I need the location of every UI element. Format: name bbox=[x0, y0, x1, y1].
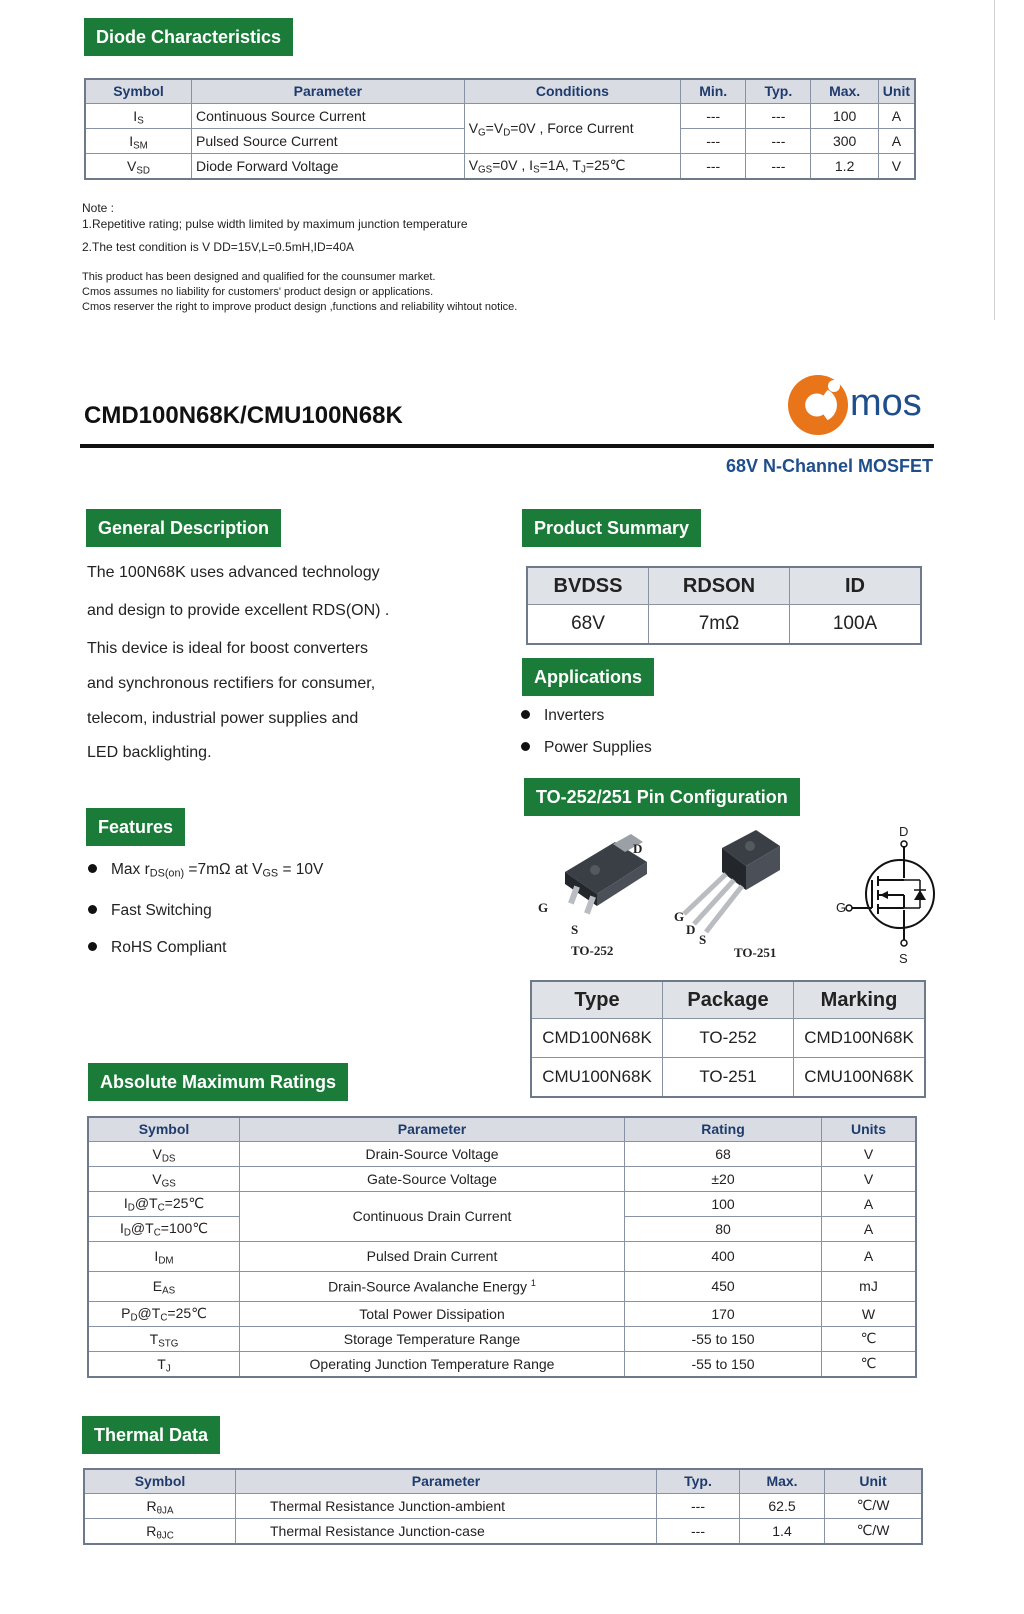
col-symbol: Symbol bbox=[85, 79, 192, 103]
mosfet-pin-d: D bbox=[899, 824, 909, 839]
feature-rdson: Max $r_{DS(on)} =7m\Omega$ at $V_{GS} = 10V$ bbox=[88, 861, 323, 879]
typ-cell: --- bbox=[746, 103, 811, 128]
mosfet-pin-g: G bbox=[836, 900, 847, 915]
rating-cell: 400 bbox=[625, 1241, 822, 1271]
to251-pin-g: G bbox=[674, 909, 685, 924]
symbol-cell: $T_{STG}$ bbox=[88, 1326, 240, 1351]
bvdss-value: 68V bbox=[527, 605, 649, 645]
table-row bbox=[88, 1241, 916, 1271]
unit-cell: V bbox=[822, 1166, 917, 1191]
col-min: Min. bbox=[681, 79, 746, 103]
col-package: Package bbox=[663, 981, 794, 1019]
parameter-cell: Thermal Resistance Junction-case bbox=[236, 1518, 657, 1544]
to252-pin-s: S bbox=[571, 922, 579, 937]
feature-fast-switching: Fast Switching bbox=[88, 902, 212, 920]
features-header: Features bbox=[86, 808, 185, 846]
description-line-3: This device is ideal for boost converters bbox=[87, 640, 369, 657]
typ-cell: --- bbox=[746, 128, 811, 153]
col-rdson: RDSON bbox=[649, 567, 790, 605]
col-type: Type bbox=[531, 981, 663, 1019]
cmos-logo-icon bbox=[786, 372, 856, 438]
rating-cell: 80 bbox=[625, 1216, 822, 1241]
unit-cell: A bbox=[822, 1241, 917, 1271]
unit-cell: A bbox=[822, 1216, 917, 1241]
table-row bbox=[85, 153, 915, 179]
to251-label: TO-251 bbox=[734, 945, 777, 960]
cmos-logo bbox=[786, 372, 936, 438]
symbol-cell: $I_D@T_C=25℃$ bbox=[88, 1191, 240, 1216]
rating-cell: 68 bbox=[625, 1141, 822, 1166]
table-row bbox=[88, 1301, 916, 1326]
package-cell: TO-251 bbox=[663, 1058, 794, 1098]
table-row bbox=[88, 1351, 916, 1377]
unit-cell: ℃ bbox=[822, 1351, 917, 1377]
bullet-icon bbox=[88, 942, 97, 951]
id-value: 100A bbox=[790, 605, 922, 645]
table-row bbox=[531, 1019, 925, 1058]
description-line-6: LED backlighting. bbox=[87, 744, 212, 761]
table-row bbox=[85, 103, 915, 128]
type-cell: CMU100N68K bbox=[531, 1058, 663, 1098]
to252-pin-g: G bbox=[538, 900, 549, 915]
diode-characteristics-header: Diode Characteristics bbox=[84, 18, 293, 56]
bullet-icon bbox=[88, 905, 97, 914]
symbol-cell: $V_{GS}$ bbox=[88, 1166, 240, 1191]
col-parameter: Parameter bbox=[240, 1117, 625, 1141]
min-cell: --- bbox=[681, 153, 746, 179]
part-number-title: CMD100N68K/CMU100N68K bbox=[84, 402, 403, 429]
table-row bbox=[88, 1191, 916, 1216]
table-row bbox=[531, 1058, 925, 1098]
symbol-cell: $E_{AS}$ bbox=[88, 1271, 240, 1301]
mosfet-symbol-icon bbox=[830, 822, 940, 967]
thermal-data-table bbox=[83, 1468, 923, 1545]
unit-cell: A bbox=[878, 128, 915, 153]
unit-cell: W bbox=[822, 1301, 917, 1326]
to252-pin-d: D bbox=[633, 841, 643, 856]
symbol-cell: $R_{\theta JA}$ bbox=[84, 1493, 236, 1518]
disclaimer-3: Cmos reserver the right to improve product design ,functions and reliability wihtout notice. bbox=[82, 301, 518, 313]
feature-rohs: RoHS Compliant bbox=[88, 939, 226, 957]
parameter-cell: Drain-Source Voltage bbox=[240, 1141, 625, 1166]
col-max: Max. bbox=[740, 1469, 825, 1493]
parameter-cell: Pulsed Source Current bbox=[192, 128, 465, 153]
col-parameter: Parameter bbox=[192, 79, 465, 103]
col-id: ID bbox=[790, 567, 922, 605]
max-cell: 1.2 bbox=[811, 153, 878, 179]
table-row bbox=[527, 605, 921, 645]
marking-cell: CMU100N68K bbox=[794, 1058, 926, 1098]
rating-cell: -55 to 150 bbox=[625, 1351, 822, 1377]
min-cell: --- bbox=[681, 103, 746, 128]
unit-cell: V bbox=[878, 153, 915, 179]
product-summary-header: Product Summary bbox=[522, 509, 701, 547]
disclaimer-2: Cmos assumes no liability for customers' product design or applications. bbox=[82, 286, 434, 298]
col-parameter: Parameter bbox=[236, 1469, 657, 1493]
parameter-cell: Continuous Drain Current bbox=[240, 1191, 625, 1241]
unit-cell: mJ bbox=[822, 1271, 917, 1301]
rdson-value: 7mΩ bbox=[649, 605, 790, 645]
right-edge-line bbox=[994, 0, 995, 320]
table-row bbox=[88, 1166, 916, 1191]
ordering-table bbox=[530, 980, 926, 1098]
rating-cell: 170 bbox=[625, 1301, 822, 1326]
typ-cell: --- bbox=[657, 1493, 740, 1518]
application-item: Power Supplies bbox=[521, 739, 652, 757]
parameter-cell: Continuous Source Current bbox=[192, 103, 465, 128]
description-line-5: telecom, industrial power supplies and bbox=[87, 710, 359, 727]
note-2: 2.The test condition is V DD=15V,L=0.5mH,ID=40A bbox=[82, 240, 355, 254]
bullet-icon bbox=[521, 710, 530, 719]
unit-cell: ℃ bbox=[822, 1326, 917, 1351]
parameter-cell: Operating Junction Temperature Range bbox=[240, 1351, 625, 1377]
parameter-cell: Pulsed Drain Current bbox=[240, 1241, 625, 1271]
symbol-cell: $V_{SD}$ bbox=[85, 153, 192, 179]
symbol-cell: $I_D@T_C=100℃$ bbox=[88, 1216, 240, 1241]
unit-cell: V bbox=[822, 1141, 917, 1166]
unit-cell: ℃/W bbox=[825, 1518, 923, 1544]
symbol-cell: $P_D@T_C=25℃$ bbox=[88, 1301, 240, 1326]
table-row bbox=[84, 1493, 922, 1518]
table-row bbox=[88, 1326, 916, 1351]
parameter-cell: Diode Forward Voltage bbox=[192, 153, 465, 179]
type-cell: CMD100N68K bbox=[531, 1019, 663, 1058]
col-units: Units bbox=[822, 1117, 917, 1141]
description-line-2: and design to provide excellent RDS(ON) . bbox=[87, 602, 390, 619]
rating-cell: ±20 bbox=[625, 1166, 822, 1191]
unit-cell: A bbox=[822, 1191, 917, 1216]
rating-cell: 450 bbox=[625, 1271, 822, 1301]
bullet-icon bbox=[88, 864, 97, 873]
note-1: 1.Repetitive rating; pulse width limited by maximum junction temperature bbox=[82, 217, 468, 231]
min-cell: --- bbox=[681, 128, 746, 153]
application-item: Inverters bbox=[521, 707, 604, 725]
col-typ: Typ. bbox=[746, 79, 811, 103]
general-description-header: General Description bbox=[86, 509, 281, 547]
product-summary-table bbox=[526, 566, 922, 645]
max-cell: 1.4 bbox=[740, 1518, 825, 1544]
col-bvdss: BVDSS bbox=[527, 567, 649, 605]
max-cell: 300 bbox=[811, 128, 878, 153]
disclaimer-1: This product has been designed and qualified for the counsumer market. bbox=[82, 271, 436, 283]
symbol-cell: $R_{\theta JC}$ bbox=[84, 1518, 236, 1544]
col-typ: Typ. bbox=[657, 1469, 740, 1493]
symbol-cell: $V_{DS}$ bbox=[88, 1141, 240, 1166]
pin-configuration-header: TO-252/251 Pin Configuration bbox=[524, 778, 800, 816]
absolute-max-ratings-header: Absolute Maximum Ratings bbox=[88, 1063, 348, 1101]
absolute-max-ratings-table bbox=[87, 1116, 917, 1378]
col-unit: Unit bbox=[825, 1469, 923, 1493]
max-cell: 62.5 bbox=[740, 1493, 825, 1518]
symbol-cell: $I_S$ bbox=[85, 103, 192, 128]
col-max: Max. bbox=[811, 79, 878, 103]
max-cell: 100 bbox=[811, 103, 878, 128]
parameter-cell: Storage Temperature Range bbox=[240, 1326, 625, 1351]
table-row bbox=[88, 1271, 916, 1301]
description-line-1: The 100N68K uses advanced technology bbox=[87, 564, 380, 581]
note-label: Note : bbox=[82, 201, 115, 215]
table-row bbox=[88, 1141, 916, 1166]
applications-header: Applications bbox=[522, 658, 654, 696]
device-subtitle: 68V N-Channel MOSFET bbox=[725, 456, 933, 476]
to251-pin-d: D bbox=[686, 922, 696, 937]
parameter-cell: Drain-Source Avalanche Energy $^1$ bbox=[240, 1271, 625, 1301]
bullet-icon bbox=[521, 742, 530, 751]
rating-cell: -55 to 150 bbox=[625, 1326, 822, 1351]
unit-cell: ℃/W bbox=[825, 1493, 923, 1518]
title-rule bbox=[80, 444, 934, 448]
marking-cell: CMD100N68K bbox=[794, 1019, 926, 1058]
parameter-cell: Total Power Dissipation bbox=[240, 1301, 625, 1326]
description-line-4: and synchronous rectifiers for consumer, bbox=[87, 675, 376, 692]
table-row bbox=[84, 1518, 922, 1544]
mosfet-pin-s: S bbox=[899, 951, 908, 966]
col-marking: Marking bbox=[794, 981, 926, 1019]
to251-pin-s: S bbox=[699, 932, 707, 947]
unit-cell: A bbox=[878, 103, 915, 128]
to252-label: TO-252 bbox=[571, 943, 614, 958]
thermal-data-header: Thermal Data bbox=[82, 1416, 220, 1454]
parameter-cell: Gate-Source Voltage bbox=[240, 1166, 625, 1191]
col-unit: Unit bbox=[878, 79, 915, 103]
conditions-cell: $V_G=V_D=0V$ , Force Current bbox=[464, 103, 680, 153]
logo-text: mos bbox=[850, 382, 922, 424]
symbol-cell: $I_{SM}$ bbox=[85, 128, 192, 153]
conditions-cell: $V_{GS}=0V$ , $I_S=1A$, $T_J=25℃$ bbox=[464, 153, 680, 179]
to252-package-icon bbox=[535, 832, 665, 942]
diode-characteristics-table bbox=[84, 78, 916, 180]
package-cell: TO-252 bbox=[663, 1019, 794, 1058]
typ-cell: --- bbox=[746, 153, 811, 179]
parameter-cell: Thermal Resistance Junction-ambient bbox=[236, 1493, 657, 1518]
col-rating: Rating bbox=[625, 1117, 822, 1141]
typ-cell: --- bbox=[657, 1518, 740, 1544]
symbol-cell: $T_J$ bbox=[88, 1351, 240, 1377]
col-symbol: Symbol bbox=[84, 1469, 236, 1493]
col-conditions: Conditions bbox=[464, 79, 680, 103]
symbol-cell: $I_{DM}$ bbox=[88, 1241, 240, 1271]
col-symbol: Symbol bbox=[88, 1117, 240, 1141]
rating-cell: 100 bbox=[625, 1191, 822, 1216]
